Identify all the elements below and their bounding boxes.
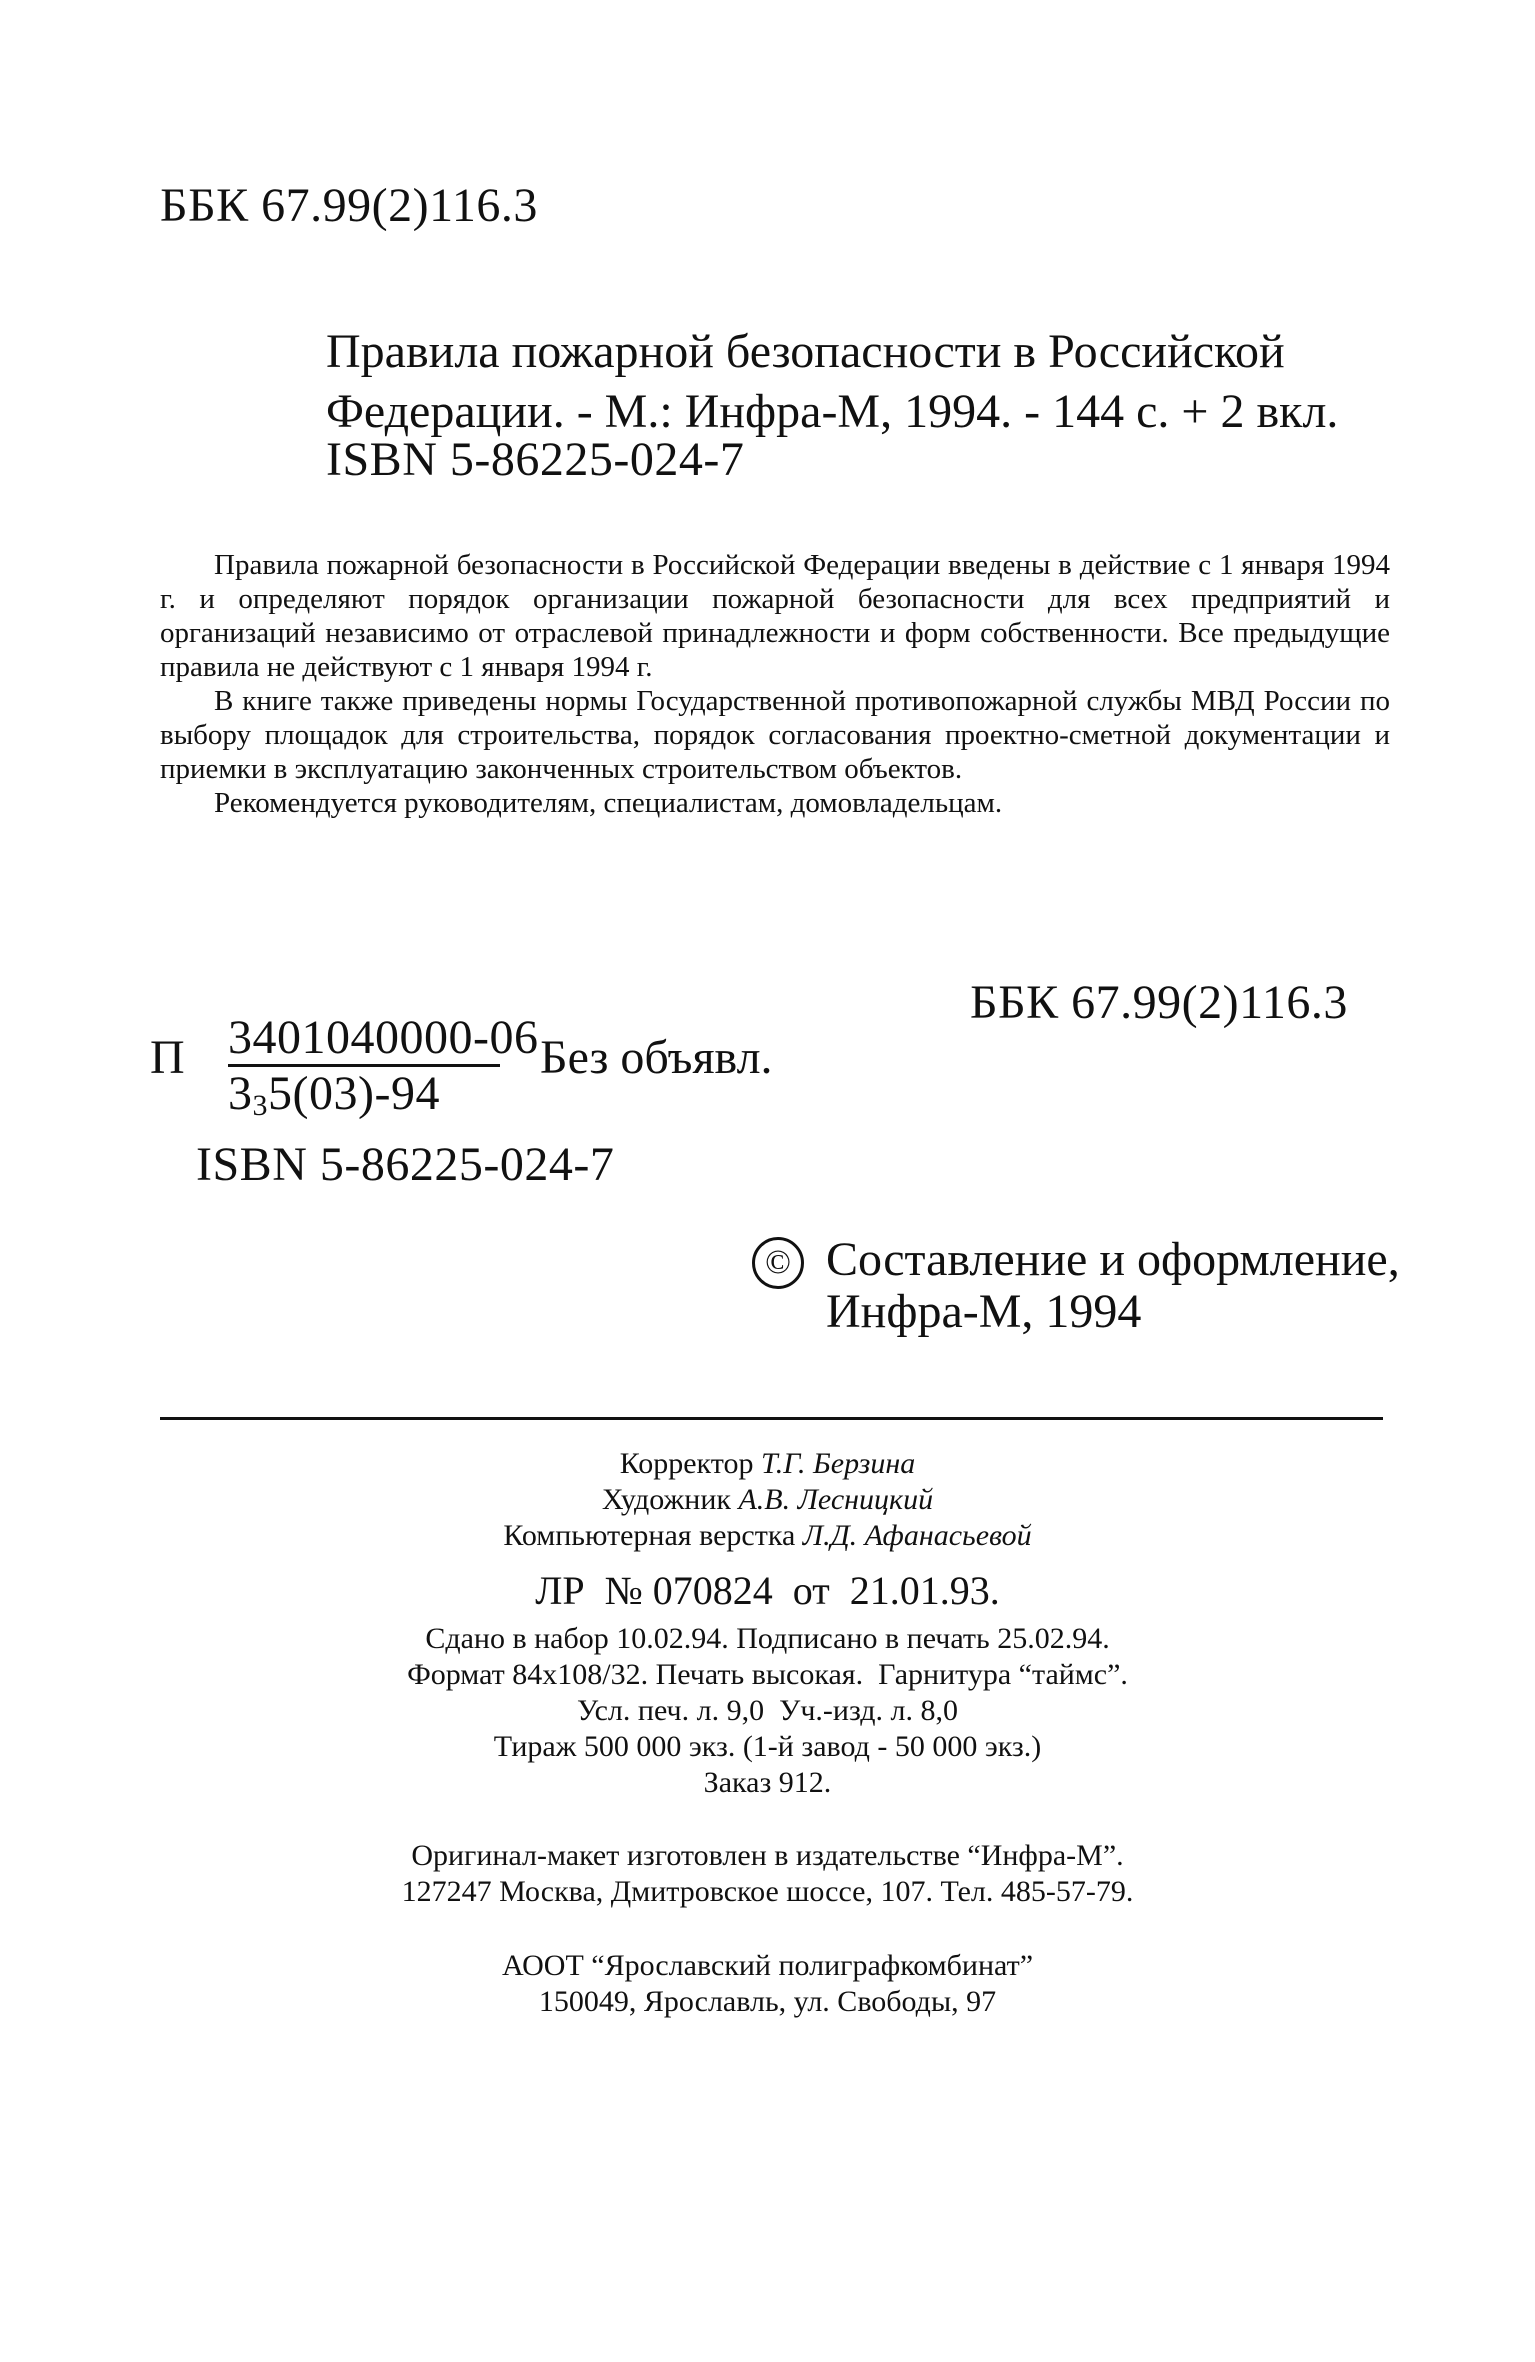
abstract-paragraph-1: Правила пожарной безопасности в Российской Федерации введены в действие с 1 января 1994 г. и определяют порядок организации пожарной безопасности для всех предприятий и организаций независимо от отраслевой принадлежности и форм собственности. Все предыдущие правила не действуют с 1 января 1994 г. [160,549,1390,683]
copyright-line-2: Инфра-М, 1994 [826,1285,1142,1338]
isbn-top: ISBN 5-86225-024-7 [326,433,745,486]
publisher-line-2: 127247 Москва, Дмитровское шоссе, 107. Тел. 485-57-79. [401,1875,1134,1908]
imprint-corrector [0,1447,1535,1481]
corrector-name: Т.Г. Берзина [760,1447,916,1480]
corrector-label: Корректор [619,1447,754,1480]
imprint-print-run: Тираж 500 000 экз. (1-й завод - 50 000 экз.) [493,1730,1042,1763]
title-line-1: Правила пожарной безопасности в Российской [326,325,1285,378]
printer-line-2: 150049, Ярославль, ул. Свободы, 97 [538,1985,997,2018]
imprint-artist [0,1483,1535,1517]
denominator-part-b: 5(03)-94 [268,1067,440,1120]
imprint-order: Заказ 912. [703,1766,832,1799]
abstract [160,548,1390,820]
abstract-paragraph-3: Рекомендуется руководителям, специалистам, домовладельцам. [214,787,1003,819]
denominator-part-a: 3 [228,1067,253,1120]
bbk-code-right: ББК 67.99(2)116.3 [970,976,1348,1029]
divider-rule [160,1417,1383,1420]
index-denominator [228,1066,440,1123]
imprint-layout [0,1519,1535,1553]
imprint-dates: Сдано в набор 10.02.94. Подписано в печать 25.02.94. [425,1622,1110,1655]
denominator-subscript: 3 [252,1089,268,1122]
copyright-icon: © [752,1237,804,1289]
publisher-line-1: Оригинал-макет изготовлен в издательстве “Инфра-М”. [411,1839,1124,1872]
index-letter: П [150,1031,185,1084]
index-numerator: 3401040000-06 [228,1011,539,1064]
layout-name: Л.Д. Афанасьевой [802,1519,1032,1552]
printer-line-1: АООТ “Ярославский полиграфкомбинат” [501,1949,1034,1982]
layout-label: Компьютерная верстка [503,1519,796,1552]
artist-name: А.В. Лесницкий [738,1483,934,1516]
license-number: ЛР № 070824 от 21.01.93. [535,1568,1000,1613]
abstract-paragraph-2: В книге также приведены нормы Государственной противопожарной службы МВД России по выбору площадок для строительства, порядок согласования проектно-сметной документации и приемки в эксплуатацию законченных строительством объектов. [160,685,1390,785]
title-line-2: Федерации. - М.: Инфра-М, 1994. - 144 с. + 2 вкл. [326,385,1339,438]
bbk-code-top: ББК 67.99(2)116.3 [160,179,538,232]
imprint-format: Формат 84x108/32. Печать высокая. Гарнитура “таймс”. [407,1658,1128,1691]
copyright-line-1: Составление и оформление, [826,1233,1400,1286]
isbn-middle: ISBN 5-86225-024-7 [196,1138,615,1191]
imprint-sheets: Усл. печ. л. 9,0 Уч.-изд. л. 8,0 [576,1694,959,1727]
artist-label: Художник [601,1483,731,1516]
no-announcement-note: Без объявл. [540,1031,773,1084]
bibliographic-title [326,322,1338,442]
